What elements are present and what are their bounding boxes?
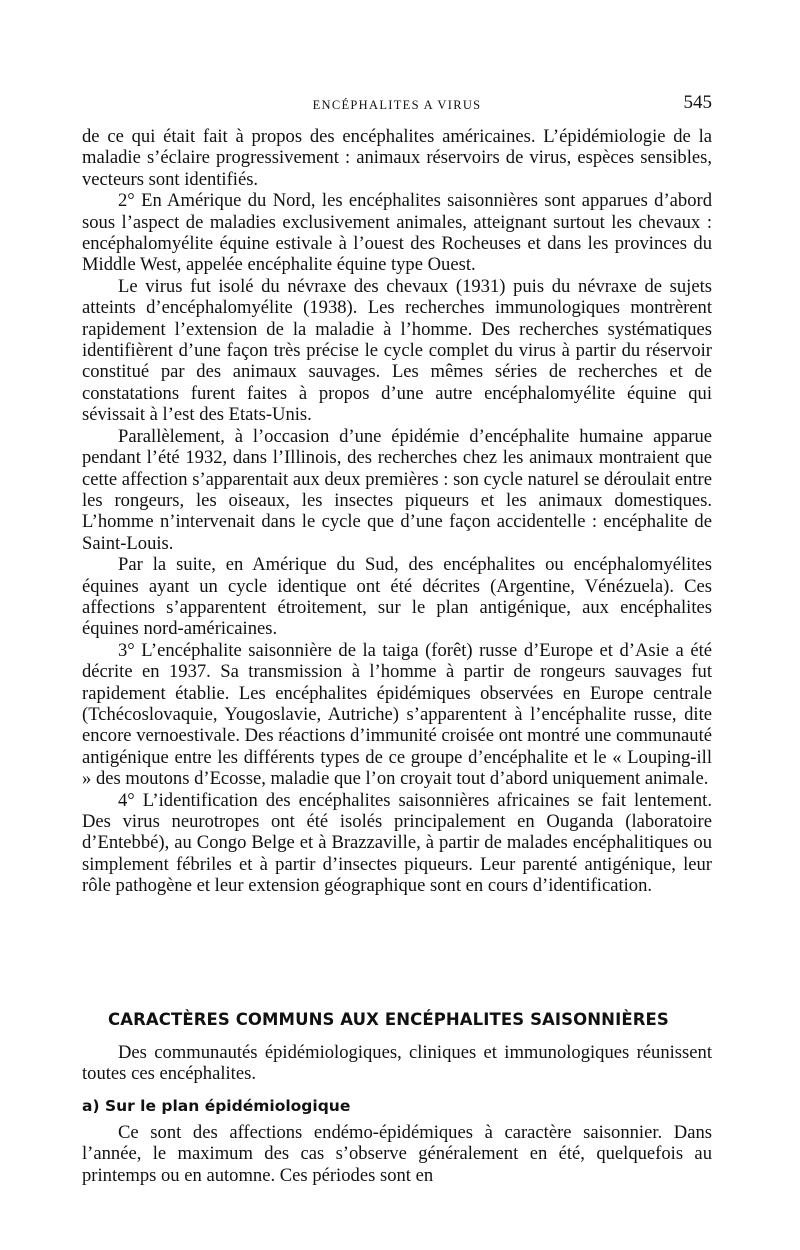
paragraph-south-america: Par la suite, en Amérique du Sud, des encéphalites ou encéphalomyélites équines ayant un cycle identique ont été décrites (Argentine, Vénézuela). Ces affections s’apparentent étroitement, sur le plan antigénique, aux encéphalites équines nord-américaines. [82, 554, 712, 640]
subheading-epidemiology: a) Sur le plan épidémiologique [82, 1097, 351, 1115]
paragraph-north-america: 2° En Amérique du Nord, les encéphalites saisonnières sont apparues d’abord sous l’aspect de maladies exclusivement animales, atteignant surtout les chevaux : encéphalomyélite équine estivale à l’ouest des Rocheuses et dans les provinces du Middle West, appelée encéphalite équine type Ouest. [82, 190, 712, 276]
running-title: ENCÉPHALITES A VIRUS [312, 98, 482, 112]
section-heading: CARACTÈRES COMMUNS AUX ENCÉPHALITES SAISONNIÈRES [108, 1010, 669, 1029]
section-intro: Des communautés épidémiologiques, cliniques et immunologiques réunissent toutes ces encéphalites. [82, 1042, 712, 1085]
paragraph-continuation: de ce qui était fait à propos des encéphalites américaines. L’épidémiologie de la maladie s’éclaire progressivement : animaux réservoirs de virus, espèces sensibles, vecteurs sont identifiés. [82, 126, 712, 190]
paragraph-saint-louis: Parallèlement, à l’occasion d’une épidémie d’encéphalite humaine apparue pendant l’été 1932, dans l’Illinois, des recherches chez les animaux montraient que cette affection s’apparentait aux deux premières : son cycle naturel se déroulait entre les rongeurs, les oiseaux, les insectes piqueurs et les animaux domestiques. L’homme n’intervenait dans le cycle que d’une façon accidentelle : encéphalite de Saint-Louis. [82, 425, 712, 554]
paragraph-taiga: 3° L’encéphalite saisonnière de la taiga (forêt) russe d’Europe et d’Asie a été décrite en 1937. Sa transmission à l’homme à partir de rongeurs sauvages fut rapidement établie. Les encéphalites épidémiques observées en Europe centrale (Tchécoslovaquie, Yougoslavie, Autriche) s’apparentent à l’encéphalite russe, dite encore vernoestivale. Des réactions d’immunité croisée ont montré une communauté antigénique entre les différents types de ce groupe d’encéphalite et le « Louping-ill » des moutons d’Ecosse, maladie que l’on croyait tout d’abord uniquement animale. [82, 639, 712, 790]
page-header [82, 92, 712, 116]
paragraph-virus-isolation: Le virus fut isolé du névraxe des chevaux (1931) puis du névraxe de sujets atteints d’encéphalomyélite (1938). Les recherches immunologiques montrèrent rapidement l’extension de la maladie à l’homme. Des recherches systématiques identifièrent d’une façon très précise le cycle complet du virus à partir du réservoir constitué par des animaux sauvages. Les mêmes séries de recherches et de constatations furent faites à propos d’une autre encéphalomyélite équine qui sévissait à l’est des Etats-Unis. [82, 275, 712, 426]
body-text [82, 126, 712, 897]
page-number: 545 [683, 92, 712, 113]
paragraph-epidemiology: Ce sont des affections endémo-épidémiques à caractère saisonnier. Dans l’année, le maximum des cas s’observe généralement en été, quelquefois au printemps ou en automne. Ces périodes sont en [82, 1122, 712, 1186]
paragraph-africa: 4° L’identification des encéphalites saisonnières africaines se fait lentement. Des virus neurotropes ont été isolés principalement en Ouganda (laboratoire d’Entebbé), au Congo Belge et à Brazzaville, à partir de malades encéphalitiques ou simplement fébriles et à partir d’insectes piqueurs. Leur parenté antigénique, leur rôle pathogène et leur extension géographique sont en cours d’identification. [82, 789, 712, 897]
